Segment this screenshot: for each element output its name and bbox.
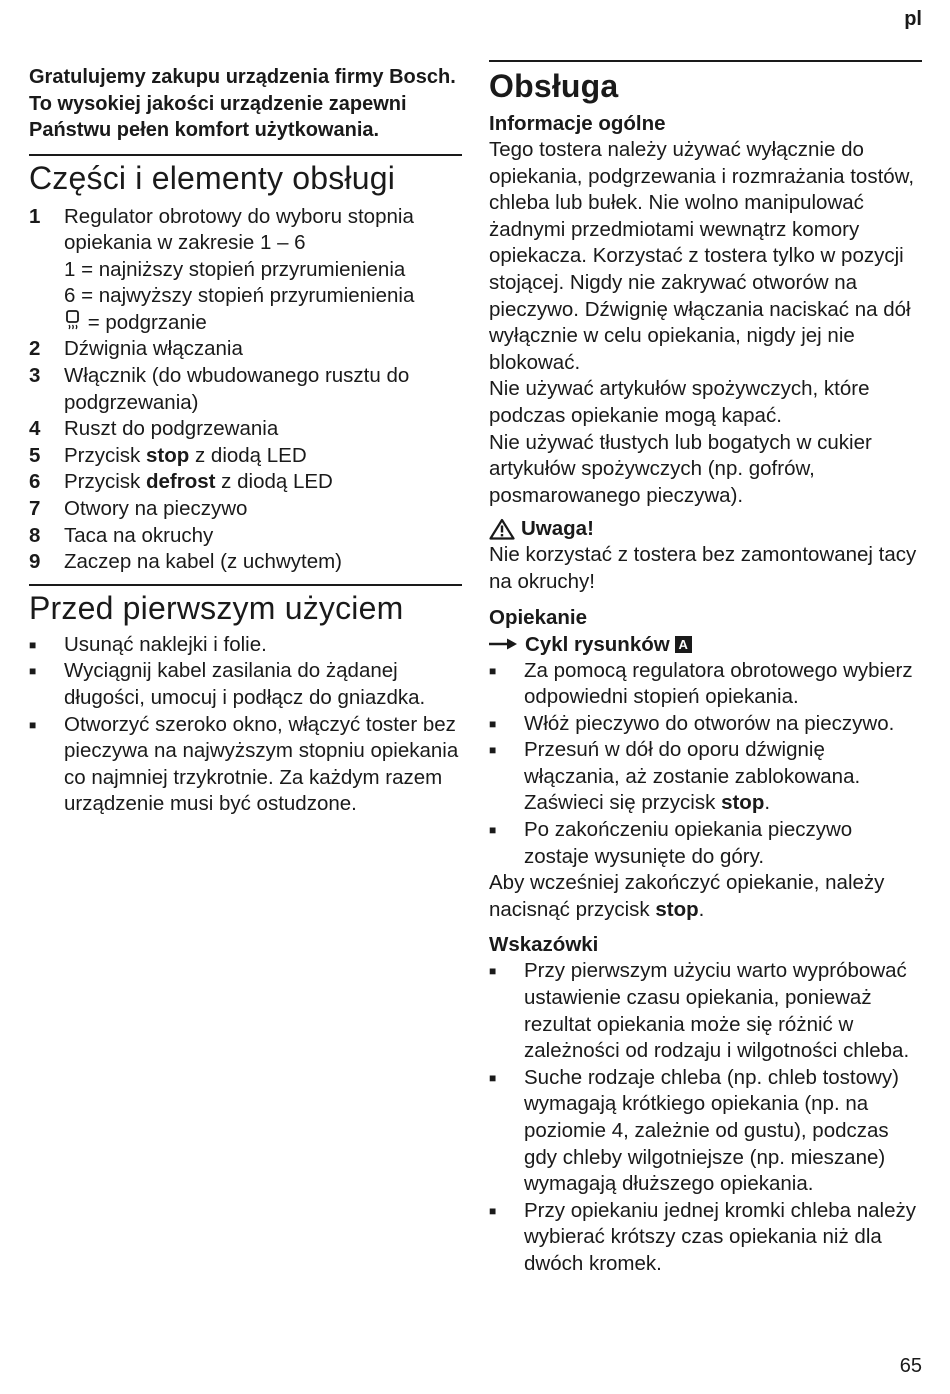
item-text: Włącznik (do wbudowanego rusztu do podgrzewania) <box>64 364 410 414</box>
item-text: 6 = najwyższy stopień przyrumienienia <box>64 284 415 308</box>
warning-text: Nie korzystać z tostera bez zamontowanej tacy na okruchy! <box>489 543 917 593</box>
arrow-right-icon <box>489 637 519 651</box>
right-column <box>489 60 922 1278</box>
list-item <box>29 712 462 818</box>
language-code: pl <box>904 8 922 30</box>
page-number: 65 <box>899 1355 922 1377</box>
warning-title: Uwaga! <box>521 517 594 541</box>
bullet-icon: ■ <box>489 823 497 838</box>
general-info-text: Tego tostera należy używać wyłącznie do opiekania, podgrzewania i rozmrażania tostów, chleba lub bułek. Nie wolno manipulować żadnymi przedmiotami wewnątrz komory opiekacza. Korzystać z tostera tylko w pozycji stojącej. Nigdy nie zakrywać otworów na pieczywo. Dźwignię włączania naciskać na dół wyłącznie w celu opiekania, nigdy jej nie blokować. <box>489 138 915 374</box>
item-text: Taca na okruchy <box>64 523 214 547</box>
item-number: 2 <box>29 337 41 361</box>
toasting-heading: Opiekanie <box>489 605 587 629</box>
item-text: Usunąć naklejki i folie. <box>64 632 267 656</box>
item-text: Suche rodzaje chleba (np. chleb tostowy) wymagają krótkiego opiekania (np. na poziomie 4, zależnie od gustu), podczas gdy chleby wilgotniejsze (np. mieszane) wymagają dłuższego opiekania. <box>524 1065 899 1196</box>
figure-label-a: A <box>675 636 692 653</box>
item-text: Wyciągnij kabel zasilania do żądanej długości, umocuj i podłącz do gniazdka. <box>64 659 426 709</box>
item-number: 7 <box>29 497 41 521</box>
toasting-steps <box>489 658 922 871</box>
list-item <box>29 523 462 550</box>
intro-text: Gratulujemy zakupu urządzenia firmy Bosch. To wysokiej jakości urządzenie zapewni Państwu pełen komfort użytkowania. <box>29 66 456 141</box>
list-item <box>29 336 462 363</box>
list-item <box>489 737 922 817</box>
list-item <box>29 443 462 470</box>
item-text: 1 = najniższy stopień przyrumienienia <box>64 257 406 281</box>
item-number: 9 <box>29 550 41 574</box>
bullet-icon: ■ <box>29 637 37 652</box>
item-number: 3 <box>29 364 41 388</box>
item-text: Przycisk stop z diodą LED <box>64 443 307 467</box>
general-info-heading: Informacje ogólne <box>489 112 666 135</box>
item-text: Zaczep na kabel (z uchwytem) <box>64 550 343 574</box>
operation-heading: Obsługa <box>489 68 619 104</box>
list-item <box>489 658 922 711</box>
figure-cycle-reference <box>489 631 922 658</box>
stop-instruction: Aby wcześniej zakończyć opiekanie, należy nacisnąć przycisk stop. <box>489 871 885 921</box>
section-divider <box>29 154 462 156</box>
cycle-label: Cykl rysunków <box>525 632 670 656</box>
list-item <box>29 658 462 711</box>
bullet-icon: ■ <box>489 964 497 979</box>
item-text: Otworzyć szeroko okno, włączyć toster bez pieczywa na najwyższym stopniu opiekania co najmniej trzykrotnie. Za każdym razem urządzenie musi być ostudzone. <box>64 712 459 816</box>
item-number: 8 <box>29 523 41 547</box>
section-divider <box>489 60 922 62</box>
item-text: Przy pierwszym użyciu warto wypróbować ustawienie czasu opiekania, ponieważ rezultat opiekania może się różnić w zależności od rodzaju i wilgotności chleba. <box>524 959 910 1063</box>
list-item <box>29 416 462 443</box>
list-item <box>489 711 922 738</box>
item-text: = podgrzanie <box>82 310 207 334</box>
item-number: 5 <box>29 443 41 467</box>
bullet-icon: ■ <box>29 717 37 732</box>
item-text: Po zakończeniu opiekania pieczywo zostaje wysunięte do góry. <box>524 818 853 868</box>
tips-list <box>489 958 922 1277</box>
list-item <box>29 363 462 416</box>
item-text: Przycisk defrost z diodą LED <box>64 470 333 494</box>
bullet-icon: ■ <box>29 664 37 679</box>
warming-icon <box>64 310 82 332</box>
item-text: Przy opiekaniu jednej kromki chleba należy wybierać krótszy czas opiekania niż dla dwóch kromek. <box>524 1198 916 1275</box>
list-item <box>29 204 462 337</box>
list-item <box>489 817 922 870</box>
list-item <box>489 958 922 1064</box>
item-text: Dźwignia włączania <box>64 337 243 361</box>
left-column <box>29 60 462 818</box>
warning-heading <box>489 515 922 542</box>
item-number: 6 <box>29 470 41 494</box>
item-text: Przesuń w dół do oporu dźwignię włączania, aż zostanie zablokowana. Zaświeci się przycisk stop. <box>524 738 861 815</box>
parts-heading: Części i elementy obsługi <box>29 159 396 196</box>
general-info-text: Nie używać tłustych lub bogatych w cukier artykułów spożywczych (np. gofrów, posmarowanego pieczywa). <box>489 430 872 507</box>
tips-heading: Wskazówki <box>489 933 599 957</box>
list-item <box>29 632 462 659</box>
item-text: Za pomocą regulatora obrotowego wybierz odpowiedni stopień opiekania. <box>524 658 913 709</box>
list-item <box>489 1198 922 1278</box>
section-divider <box>29 584 462 586</box>
bullet-icon: ■ <box>489 1070 497 1085</box>
list-item <box>29 496 462 523</box>
bullet-icon: ■ <box>489 1203 497 1218</box>
item-text: Otwory na pieczywo <box>64 497 248 521</box>
item-number: 1 <box>29 204 41 228</box>
before-first-use-heading: Przed pierwszym użyciem <box>29 589 404 626</box>
general-info-text: Nie używać artykułów spożywczych, które podczas opiekanie mogą kapać. <box>489 377 870 427</box>
item-text: Włóż pieczywo do otworów na pieczywo. <box>524 711 895 735</box>
item-text: Regulator obrotowy do wyboru stopnia opiekania w zakresie 1 – 6 <box>64 204 414 255</box>
item-text: Ruszt do podgrzewania <box>64 417 279 441</box>
list-item <box>29 549 462 576</box>
bullet-icon: ■ <box>489 663 497 678</box>
list-item <box>489 1065 922 1198</box>
parts-list <box>29 204 462 576</box>
item-number: 4 <box>29 417 41 441</box>
before-first-use-list <box>29 632 462 818</box>
list-item <box>29 469 462 496</box>
warning-icon <box>489 518 515 540</box>
bullet-icon: ■ <box>489 716 497 731</box>
bullet-icon: ■ <box>489 743 497 758</box>
